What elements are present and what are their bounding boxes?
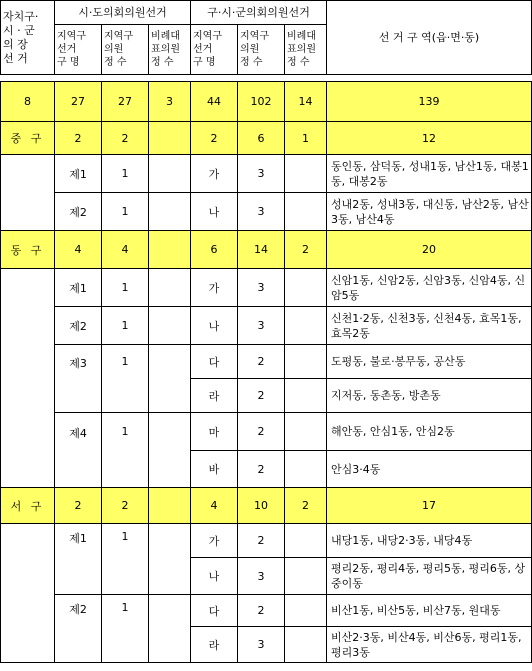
blank-cell xyxy=(285,451,327,488)
gu-seats: 10 xyxy=(238,488,285,524)
header-sido-district-seats: 지역구 의원 정 수 xyxy=(102,25,149,75)
blank-cell xyxy=(149,155,191,193)
blank-cell xyxy=(1,155,55,231)
blank-cell xyxy=(285,155,327,193)
gu-district-seats: 2 xyxy=(238,413,285,451)
district-summary-row xyxy=(1,488,532,524)
sido-pr xyxy=(149,122,191,155)
gu-pr: 2 xyxy=(285,231,327,269)
blank-cell xyxy=(285,524,327,558)
blank-cell xyxy=(285,345,327,379)
blank-cell xyxy=(149,307,191,345)
sido-district-name: 제1 xyxy=(55,269,102,307)
gu-seats: 14 xyxy=(238,231,285,269)
sido-seats: 4 xyxy=(102,231,149,269)
blank-cell xyxy=(149,413,191,488)
table-row xyxy=(1,155,532,193)
gu-count: 6 xyxy=(191,231,238,269)
header-gu-district-name: 지역구 선거 구 명 xyxy=(191,25,238,75)
area-count: 12 xyxy=(327,122,532,155)
header-district-area: 선 거 구 역(읍·면·동) xyxy=(327,1,532,75)
table-row xyxy=(1,345,532,379)
blank-cell xyxy=(149,524,191,595)
total-a: 8 xyxy=(1,82,55,122)
sido-count: 2 xyxy=(55,488,102,524)
blank-cell xyxy=(149,269,191,307)
header-sido-election: 시·도의회의원선거 xyxy=(55,1,191,25)
header-sido-pr-seats: 비례대 표의원 정 수 xyxy=(149,25,191,75)
gu-district-seats: 3 xyxy=(238,627,285,663)
district-name: 서 구 xyxy=(1,488,55,524)
gu-district-name: 나 xyxy=(191,558,238,595)
gu-district-name: 나 xyxy=(191,193,238,231)
sido-district-name: 제2 xyxy=(55,193,102,231)
total-h: 139 xyxy=(327,82,532,122)
sido-district-name: 제2 xyxy=(55,307,102,345)
gu-district-name: 다 xyxy=(191,595,238,627)
header-district-name: 자치구· 시 · 군 의 장 선 거 xyxy=(1,1,55,75)
sido-seats: 2 xyxy=(102,488,149,524)
blank-cell xyxy=(149,193,191,231)
sido-pr xyxy=(149,231,191,269)
sido-district-seats: 1 xyxy=(102,269,149,307)
table-row xyxy=(1,307,532,345)
gu-district-name: 바 xyxy=(191,451,238,488)
gu-district-seats: 3 xyxy=(238,307,285,345)
gu-district-seats: 2 xyxy=(238,524,285,558)
district-summary-row xyxy=(1,122,532,155)
total-row xyxy=(1,82,532,122)
blank-cell xyxy=(285,379,327,413)
gu-pr: 2 xyxy=(285,488,327,524)
district-areas: 비산1동, 비산5동, 비산7동, 원대동 xyxy=(327,595,532,627)
gu-count: 4 xyxy=(191,488,238,524)
sido-district-name: 제2 xyxy=(55,595,102,663)
gu-district-name: 라 xyxy=(191,627,238,663)
blank-cell xyxy=(285,413,327,451)
sido-seats: 2 xyxy=(102,122,149,155)
area-count: 20 xyxy=(327,231,532,269)
sido-pr xyxy=(149,488,191,524)
total-d: 3 xyxy=(149,82,191,122)
district-areas: 평리2동, 평리4동, 평리5동, 평리6동, 상중이동 xyxy=(327,558,532,595)
district-name: 중 구 xyxy=(1,122,55,155)
blank-cell xyxy=(1,524,55,663)
table-row xyxy=(1,269,532,307)
sido-district-seats: 1 xyxy=(102,413,149,488)
sido-district-seats: 1 xyxy=(102,524,149,595)
gu-district-seats: 3 xyxy=(238,155,285,193)
district-areas: 내당1동, 내당2·3동, 내당4동 xyxy=(327,524,532,558)
area-count: 17 xyxy=(327,488,532,524)
district-areas: 안심3·4동 xyxy=(327,451,532,488)
sido-district-seats: 1 xyxy=(102,155,149,193)
gu-seats: 6 xyxy=(238,122,285,155)
district-summary-row xyxy=(1,231,532,269)
header-sido-district-name: 지역구 선거 구 명 xyxy=(55,25,102,75)
district-areas: 동인동, 삼덕동, 성내1동, 남산1동, 대봉1동, 대봉2동 xyxy=(327,155,532,193)
header-gu-election: 구·시·군의회의원선거 xyxy=(191,1,327,25)
gu-pr: 1 xyxy=(285,122,327,155)
gu-district-seats: 2 xyxy=(238,379,285,413)
total-b: 27 xyxy=(55,82,102,122)
total-g: 14 xyxy=(285,82,327,122)
table-row xyxy=(1,595,532,627)
table-row xyxy=(1,193,532,231)
header-gu-district-seats: 지역구 의원 정 수 xyxy=(238,25,285,75)
sido-count: 2 xyxy=(55,122,102,155)
district-name: 동 구 xyxy=(1,231,55,269)
district-areas: 비산2·3동, 비산4동, 비산6동, 평리1동, 평리3동 xyxy=(327,627,532,663)
sido-count: 4 xyxy=(55,231,102,269)
district-areas: 지저동, 동촌동, 방촌동 xyxy=(327,379,532,413)
blank-cell xyxy=(1,269,55,488)
blank-cell xyxy=(285,558,327,595)
gu-district-seats: 3 xyxy=(238,558,285,595)
gu-district-name: 가 xyxy=(191,269,238,307)
blank-cell xyxy=(149,345,191,413)
district-areas: 해안동, 안심1동, 안심2동 xyxy=(327,413,532,451)
district-areas: 신천1·2동, 신천3동, 신천4동, 효목1동, 효목2동 xyxy=(327,307,532,345)
blank-cell xyxy=(285,595,327,627)
gu-district-name: 가 xyxy=(191,524,238,558)
district-areas: 도평동, 불로·봉무동, 공산동 xyxy=(327,345,532,379)
sido-district-name: 제1 xyxy=(55,524,102,595)
gu-district-name: 나 xyxy=(191,307,238,345)
sido-district-name: 제1 xyxy=(55,155,102,193)
district-areas: 성내2동, 성내3동, 대신동, 남산2동, 남산3동, 남산4동 xyxy=(327,193,532,231)
sido-district-seats: 1 xyxy=(102,193,149,231)
gu-district-name: 마 xyxy=(191,413,238,451)
gu-count: 2 xyxy=(191,122,238,155)
district-areas: 신암1동, 신암2동, 신암3동, 신암4동, 신암5동 xyxy=(327,269,532,307)
blank-cell xyxy=(285,627,327,663)
sido-district-name: 제4 xyxy=(55,413,102,488)
gu-district-name: 가 xyxy=(191,155,238,193)
gu-district-seats: 3 xyxy=(238,269,285,307)
header-gu-pr-seats: 비례대 표의원 정 수 xyxy=(285,25,327,75)
sido-district-name: 제3 xyxy=(55,345,102,413)
blank-cell xyxy=(285,269,327,307)
sido-district-seats: 1 xyxy=(102,595,149,663)
total-e: 44 xyxy=(191,82,238,122)
sido-district-seats: 1 xyxy=(102,345,149,413)
blank-cell xyxy=(149,595,191,663)
gu-district-seats: 2 xyxy=(238,595,285,627)
table-row xyxy=(1,524,532,558)
gu-district-name: 다 xyxy=(191,345,238,379)
sido-district-seats: 1 xyxy=(102,307,149,345)
gu-district-seats: 3 xyxy=(238,193,285,231)
table-row xyxy=(1,413,532,451)
total-f: 102 xyxy=(238,82,285,122)
total-c: 27 xyxy=(102,82,149,122)
gu-district-seats: 2 xyxy=(238,345,285,379)
gu-district-seats: 2 xyxy=(238,451,285,488)
spacer-row xyxy=(1,75,532,82)
blank-cell xyxy=(285,307,327,345)
gu-district-name: 라 xyxy=(191,379,238,413)
blank-cell xyxy=(285,193,327,231)
